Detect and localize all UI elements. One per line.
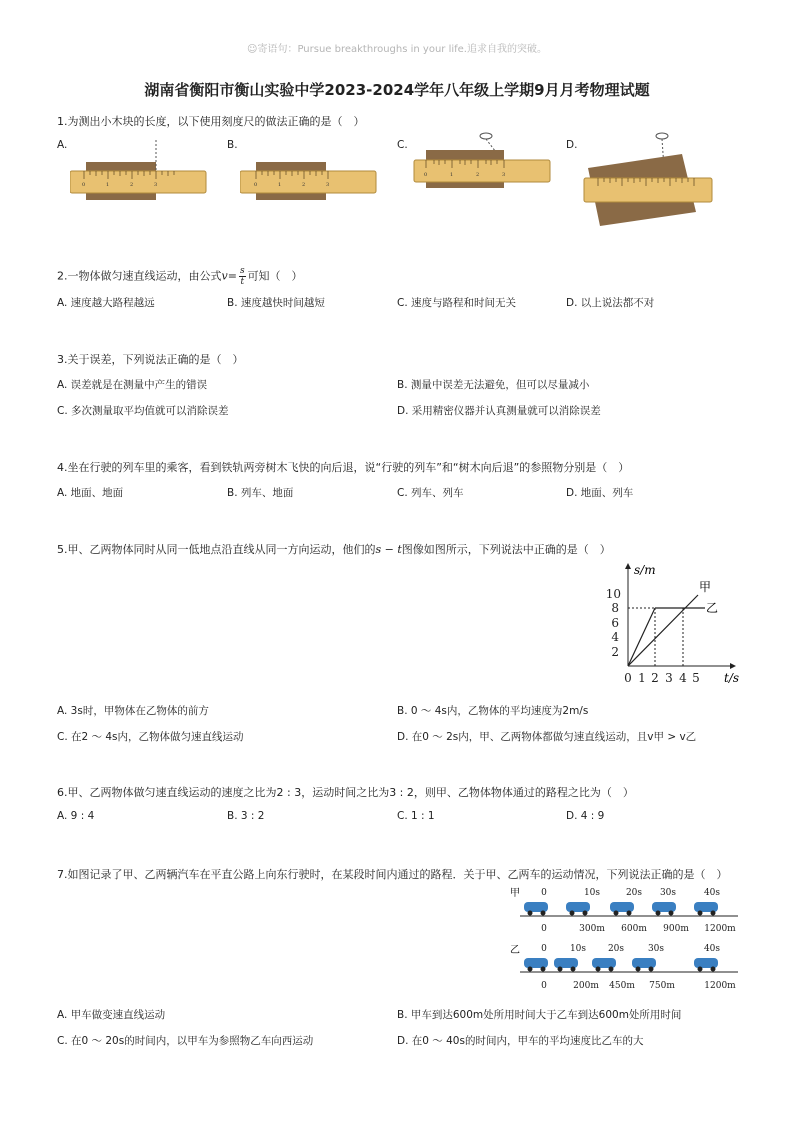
q2-equals: =: [227, 269, 237, 283]
b-time-30: 30s: [647, 944, 665, 954]
q7-cars-figure: [506, 883, 746, 993]
q6-option-b[interactable]: B. 3 : 2: [227, 810, 265, 822]
q4-option-a[interactable]: A. 地面、地面: [57, 487, 124, 499]
series-jia-line: [628, 595, 698, 666]
q5-option-c[interactable]: C. 在2 ～ 4s内，乙物体做匀速直线运动: [57, 731, 244, 743]
q1-label-a[interactable]: A.: [57, 139, 68, 151]
q2-stem: [57, 266, 303, 287]
car-a-positions: [524, 902, 718, 916]
q5-option-d[interactable]: D. 在0 ～ 2s内，甲、乙两物体都做匀速直线运动，且v甲 > v乙: [397, 731, 697, 743]
q7-option-a[interactable]: A. 甲车做变速直线运动: [57, 1009, 166, 1021]
y-tick-8: 8: [611, 601, 619, 615]
x-tick-1: 1: [638, 671, 646, 685]
a-time-30: 30s: [659, 888, 677, 898]
y-axis-label: s/m: [634, 563, 656, 577]
q1-figure-b: [240, 140, 380, 206]
series-yi-line: [628, 608, 655, 666]
q7-stem: 7.如图记录了甲、乙两辆汽车在平直公路上向东行驶时，在某段时间内通过的路程．关于甲、乙两车的运动情况，下列说法正确的是（ ）: [57, 868, 728, 881]
q2-fraction: [239, 266, 246, 287]
b-dist-0: 0: [541, 981, 547, 991]
y-tick-2: 2: [611, 645, 619, 659]
q2-option-a[interactable]: A. 速度越大路程越远: [57, 297, 155, 309]
q1-label-b[interactable]: B.: [227, 139, 238, 151]
ruler-tick-2: 2: [302, 182, 306, 188]
motto: ☺寄语句：Pursue breakthroughs in your life.追求自我的突破。: [247, 44, 547, 55]
q3-stem: 3.关于误差，下列说法正确的是（ ）: [57, 353, 244, 366]
ruler: [240, 171, 376, 193]
q1-figure-d: [578, 128, 728, 228]
q4-option-d[interactable]: D. 地面、列车: [566, 487, 634, 499]
q1-figure-c: [410, 128, 555, 194]
q3-option-b[interactable]: B. 测量中误差无法避免，但可以尽量减小: [397, 379, 590, 391]
b-dist-750: 750m: [649, 981, 675, 991]
a-time-10: 10s: [583, 888, 601, 898]
q1-label-d: D.: [566, 139, 578, 151]
ruler-tick-3: 3: [502, 172, 506, 178]
q4-stem: 4.坐在行驶的列车里的乘客，看到铁轨两旁树木飞快的向后退，说“行驶的列车”和“树木向后退”的参照物分别是（ ）: [57, 461, 630, 474]
q5-stem-math: s − t: [375, 543, 402, 556]
q1-stem: 1.为测出小木块的长度，以下使用刻度尺的做法正确的是（ ）: [57, 115, 365, 128]
ruler-tick-2: 2: [476, 172, 480, 178]
ruler: [584, 178, 712, 202]
a-dist-0: 0: [541, 924, 547, 934]
y-tick-4: 4: [611, 630, 619, 644]
q6-option-c[interactable]: C. 1 : 1: [397, 810, 435, 822]
q5-stem-a: 5.甲、乙两物体同时从同一低地点沿直线从同一方向运动，他们的: [57, 543, 376, 556]
ruler-tick-0: 0: [254, 182, 258, 188]
a-dist-1200: 1200m: [704, 924, 736, 934]
b-time-0: 0: [541, 944, 547, 954]
q2-option-c[interactable]: C. 速度与路程和时间无关: [397, 297, 517, 309]
a-dist-900: 900m: [663, 924, 689, 934]
q5-option-a[interactable]: A. 3s时，甲物体在乙物体的前方: [57, 705, 209, 717]
car-a-label: 甲: [510, 888, 520, 899]
q3-option-d[interactable]: D. 采用精密仪器并认真测量就可以消除误差: [397, 405, 601, 417]
q2-stem-b: 可知（ ）: [247, 269, 303, 283]
x-tick-0: 0: [624, 671, 632, 685]
car-b-positions: [524, 958, 718, 972]
b-dist-450: 450m: [609, 981, 635, 991]
ruler: [414, 160, 550, 182]
ruler-tick-0: 0: [82, 182, 86, 188]
ruler-tick-1: 1: [278, 182, 282, 188]
q2-stem-a: 2.一物体做匀速直线运动，由公式: [57, 269, 222, 283]
q2-option-b[interactable]: B. 速度越快时间越短: [227, 297, 325, 309]
x-tick-2: 2: [651, 671, 659, 685]
q6-stem: 6.甲、乙两物体做匀速直线运动的速度之比为2 : 3，运动时间之比为3 : 2，则甲、乙物体物体通过的路程之比为（ ）: [57, 786, 634, 799]
ruler-tick-3: 3: [326, 182, 330, 188]
y-tick-10: 10: [605, 587, 621, 601]
x-tick-4: 4: [679, 671, 687, 685]
b-time-40: 40s: [703, 944, 721, 954]
b-time-10: 10s: [569, 944, 587, 954]
q7-option-b[interactable]: B. 甲车到达600m处所用时间大于乙车到达600m处所用时间: [397, 1009, 682, 1021]
y-tick-6: 6: [611, 616, 619, 630]
q7-option-d[interactable]: D. 在0 ～ 40s的时间内，甲车的平均速度比乙车的大: [397, 1035, 644, 1047]
q1-label-c[interactable]: C.: [397, 139, 408, 151]
q6-option-a[interactable]: A. 9 : 4: [57, 810, 95, 822]
a-dist-300: 300m: [579, 924, 605, 934]
a-dist-600: 600m: [621, 924, 647, 934]
eye-icon: [480, 133, 492, 139]
a-time-40: 40s: [703, 888, 721, 898]
b-dist-1200: 1200m: [704, 981, 736, 991]
b-dist-200: 200m: [573, 981, 599, 991]
q2-denominator: t: [240, 277, 245, 287]
ruler-tick-2: 2: [130, 182, 134, 188]
q3-option-c[interactable]: C. 多次测量取平均值就可以消除误差: [57, 405, 229, 417]
series-jia-label: 甲: [699, 580, 712, 594]
x-tick-3: 3: [665, 671, 673, 685]
series-yi-label: 乙: [706, 601, 719, 615]
q7-option-c[interactable]: C. 在0 ～ 20s的时间内，以甲车为参照物乙车向西运动: [57, 1035, 314, 1047]
q5-stem: [57, 541, 611, 557]
ruler-tick-1: 1: [450, 172, 454, 178]
q2-numerator: s: [239, 266, 245, 276]
q5-stem-b: 图像如图所示，下列说法中正确的是（ ）: [401, 543, 611, 556]
q2-var-v: v: [221, 269, 228, 283]
ruler-tick-0: 0: [424, 172, 428, 178]
a-time-20: 20s: [625, 888, 643, 898]
q3-option-a[interactable]: A. 误差就是在测量中产生的错误: [57, 379, 208, 391]
ruler-tick-1: 1: [106, 182, 110, 188]
a-time-0: 0: [541, 888, 547, 898]
q5-st-graph: [605, 560, 745, 688]
ruler-tick-3: 3: [154, 182, 158, 188]
q2-option-d[interactable]: D. 以上说法都不对: [566, 297, 655, 309]
page-title: 湖南省衡阳市衡山实验中学2023-2024学年八年级上学期9月月考物理试题: [144, 81, 650, 99]
eye-icon: [656, 133, 668, 139]
q5-option-b[interactable]: B. 0 ～ 4s内，乙物体的平均速度为2m/s: [397, 705, 589, 717]
x-tick-5: 5: [692, 671, 700, 685]
x-axis-label: t/s: [724, 671, 740, 685]
q1-figure-a: [70, 140, 210, 206]
q4-option-b[interactable]: B. 列车、地面: [227, 487, 294, 499]
q6-option-d[interactable]: D. 4 : 9: [566, 810, 605, 822]
q4-option-c[interactable]: C. 列车、列车: [397, 487, 464, 499]
b-time-20: 20s: [607, 944, 625, 954]
car-b-label: 乙: [510, 945, 520, 956]
